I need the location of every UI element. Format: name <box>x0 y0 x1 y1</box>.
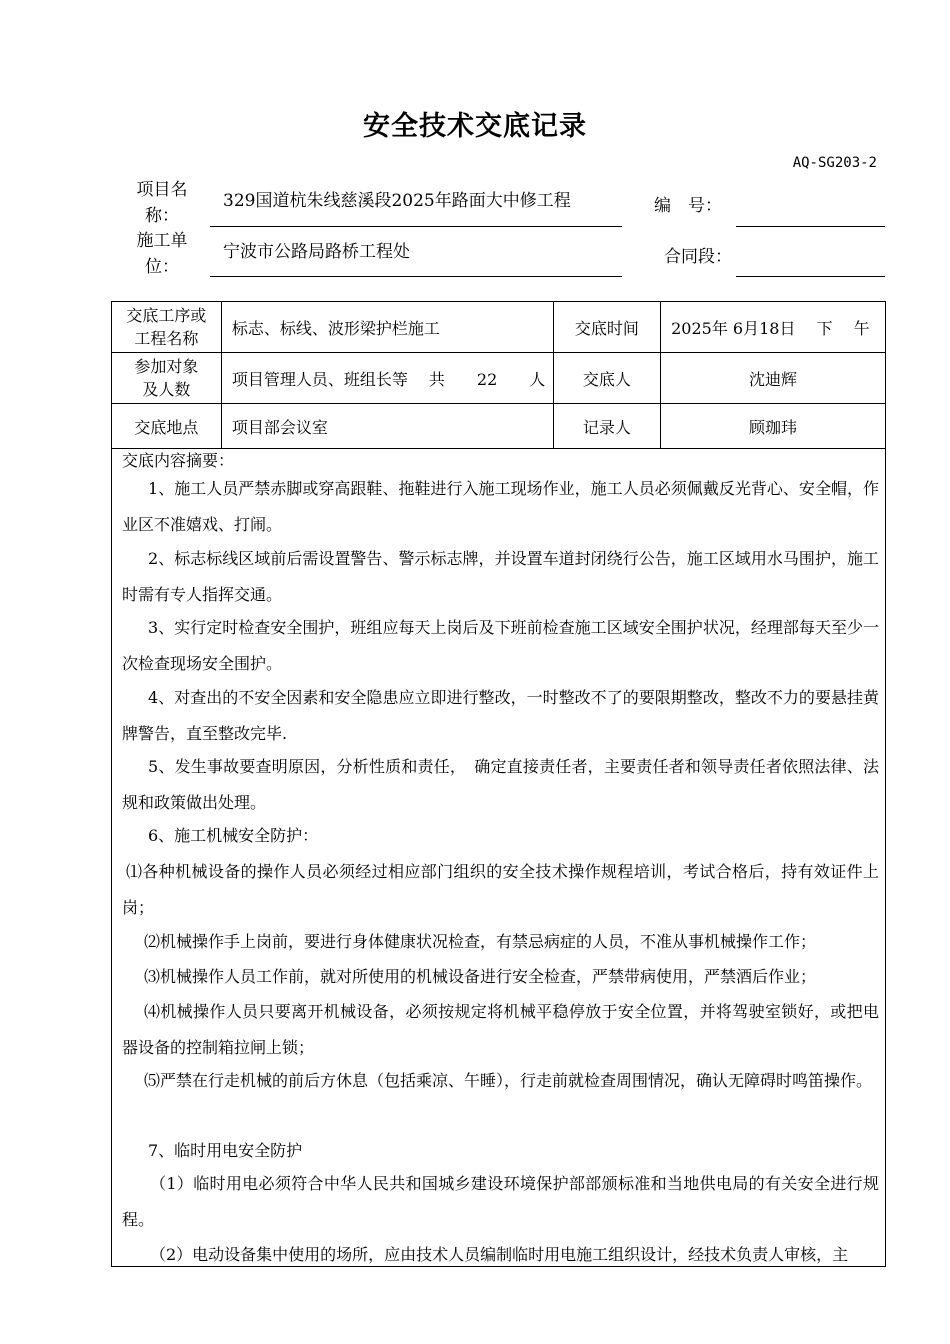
project-name-label: 项目名称： <box>136 180 188 226</box>
content-paragraph: （2）电动设备集中使用的场所，应由技术人员编制临时用电施工组织设计，经技术负责人审核，主 <box>150 1245 849 1264</box>
form-code: AQ-SG203-2 <box>792 155 877 171</box>
process-label <box>112 302 222 353</box>
presenter-label: 交底人 <box>553 353 660 404</box>
briefing-info-table <box>111 301 886 449</box>
content-paragraph: 6、施工机械安全防护： <box>148 826 319 845</box>
contract-section-underline <box>736 276 885 277</box>
process-value: 标志、标线、波形梁护栏施工 <box>221 302 553 353</box>
content-paragraph: ⑷机械操作人员只要离开机械设备，必须按规定将机械平稳停放于安全位置，并将驾驶室锁好，或把电器设备的控制箱拉闸上锁； <box>122 1002 879 1057</box>
recorder-label: 记录人 <box>553 404 660 449</box>
content-paragraph: 2、标志标线区域前后需设置警告、警示标志牌，并设置车道封闭绕行公告，施工区域用水马围护，施工时需有专人指挥交通。 <box>122 549 879 604</box>
process-label-text: 交底工序或工程名称 <box>126 306 207 348</box>
participants-value: 项目管理人员、班组长等 共 22 人 <box>221 353 553 404</box>
recorder-value: 顾珈玮 <box>661 404 886 449</box>
construction-unit-underline <box>210 276 622 277</box>
location-label: 交底地点 <box>112 404 222 449</box>
construction-unit-label: 施工单位： <box>136 231 188 277</box>
content-paragraph: 3、实行定时检查安全围护，班组应每天上岗后及下班前检查施工区域安全围护状况，经理部每天至少一次检查现场安全围护。 <box>122 618 879 673</box>
briefing-content <box>111 449 886 1267</box>
project-name-underline <box>210 226 622 227</box>
time-label: 交底时间 <box>553 302 660 353</box>
content-paragraph: 5、发生事故要查明原因，分析性质和责任， 确定直接责任者，主要责任者和领导责任者依照法律、法规和政策做出处理。 <box>122 757 879 812</box>
participants-label-text: 参加对象及人数 <box>134 357 199 399</box>
table-row <box>112 302 886 353</box>
document-title: 安全技术交底记录 <box>363 111 587 142</box>
location-value: 项目部会议室 <box>221 404 553 449</box>
project-name-value: 329国道杭朱线慈溪段2025年路面大中修工程 <box>223 191 571 211</box>
content-paragraph: 1、施工人员严禁赤脚或穿高跟鞋、拖鞋进行入施工现场作业，施工人员必须佩戴反光背心、安全帽，作业区不准嬉戏、打闹。 <box>122 479 879 534</box>
construction-unit-value: 宁波市公路局路桥工程处 <box>223 242 410 262</box>
number-underline <box>736 226 885 227</box>
content-paragraph: ⑴各种机械设备的操作人员必须经过相应部门组织的安全技术操作规程培训，考试合格后，持有效证件上岗； <box>122 862 879 917</box>
number-label: 编 号： <box>654 196 722 216</box>
content-paragraph: 4、对查出的不安全因素和安全隐患应立即进行整改，一时整改不了的要限期整改，整改不力的要悬挂黄牌警告，直至整改完毕. <box>122 688 879 743</box>
table-row <box>112 404 886 449</box>
participants-label <box>112 353 222 404</box>
content-paragraph: ⑸严禁在行走机械的前后方休息（包括乘凉、午睡），行走前就检查周围情况，确认无障碍时鸣笛操作。 <box>144 1071 873 1090</box>
content-paragraph: 7、临时用电安全防护 <box>148 1141 303 1160</box>
table-row <box>112 353 886 404</box>
contract-section-label: 合同段： <box>664 247 732 267</box>
content-heading: 交底内容摘要： <box>122 451 235 470</box>
content-paragraph: ⑵机械操作手上岗前，要进行身体健康状况检查，有禁忌病症的人员，不准从事机械操作工作； <box>144 932 817 951</box>
content-paragraph: ⑶机械操作人员工作前，就对所使用的机械设备进行安全检查，严禁带病使用，严禁酒后作业； <box>144 967 817 986</box>
content-paragraph: （1）临时用电必须符合中华人民共和国城乡建设环境保护部部颁标准和当地供电局的有关安全进行规程。 <box>122 1174 879 1229</box>
time-value: 2025年 6月18日 下 午 <box>661 302 886 353</box>
presenter-value: 沈迪辉 <box>661 353 886 404</box>
